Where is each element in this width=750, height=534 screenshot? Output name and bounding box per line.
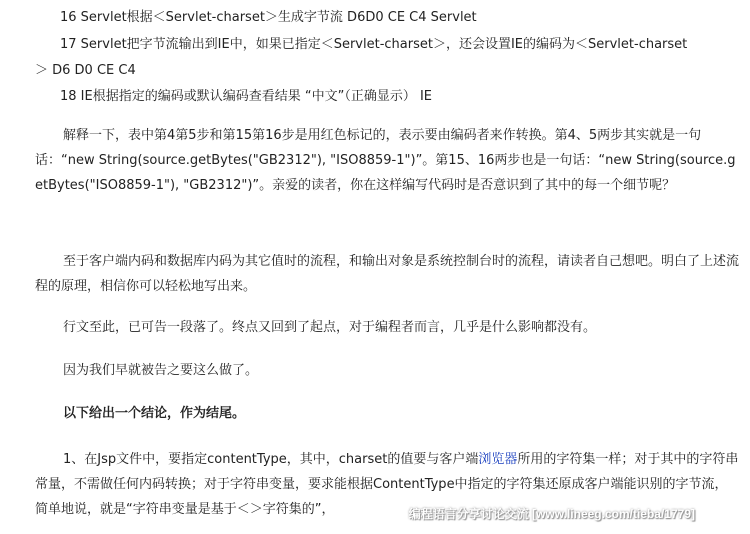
step-17-line: 17 Servlet把字节流输出到IE中，如果已指定＜Servlet-charset＞，还会设置IE的编码为＜Servlet-charset — [60, 37, 688, 52]
already-told-paragraph: 因为我们早就被告之要这么做了。 — [63, 363, 259, 378]
other-cases-paragraph: 至于客户端内码和数据库内码为其它值时的流程，和输出对象是系统控制台时的流程，请读者自己想吧。明白了上述流程的原理，相信你可以轻松地写出来。 — [35, 254, 740, 294]
browser-link[interactable]: 浏览器 — [478, 452, 518, 467]
step-16-line: 16 Servlet根据＜Servlet-charset＞生成字节流 D6D0 CE C4 Servlet — [60, 10, 477, 25]
rule-1-text-start: 1、在Jsp文件中，要指定contentType，其中，charset的值要与客户端 — [63, 452, 479, 467]
rule-1-text-middle: 所用的字符集一样；对于其中的字符串常量，不需做任何内码转换；对于字符串变量，要求能根据ContentType中指定的字符集还原成客户端能识别的字节流，简单地说，就是“字符串变量是基于＜ — [35, 452, 739, 517]
conclusion-heading: 以下给出一个结论，作为结尾。 — [63, 406, 246, 421]
step-17-continuation: ＞ D6 D0 CE C4 — [35, 63, 136, 78]
watermark-text: 编程语言分享讨论交流 [www.lineeg.com/tieba/1779] — [408, 507, 695, 521]
conclusion-intro-paragraph: 行文至此，已可告一段落了。终点又回到了起点，对于编程者而言，几乎是什么影响都没有。 — [63, 320, 597, 335]
rule-1-text-end: ＞字符集的”， — [249, 502, 335, 517]
explanation-paragraph: 解释一下，表中第4第5步和第15第16步是用红色标记的，表示要由编码者来作转换。第4、5两步其实就是一句话：“new String(source.getBytes("GB2312"), "ISO8859-1")”。第15、16两步也是一句话：“new String(source.getBytes("ISO8859-1"), "GB2312")”。亲爱的读者，你在这样编写代码时是否意识到了其中的每一个细节呢？ — [35, 128, 736, 193]
step-18-line: 18 IE根据指定的编码或默认编码查看结果 “中文”（正确显示） IE — [60, 89, 433, 104]
